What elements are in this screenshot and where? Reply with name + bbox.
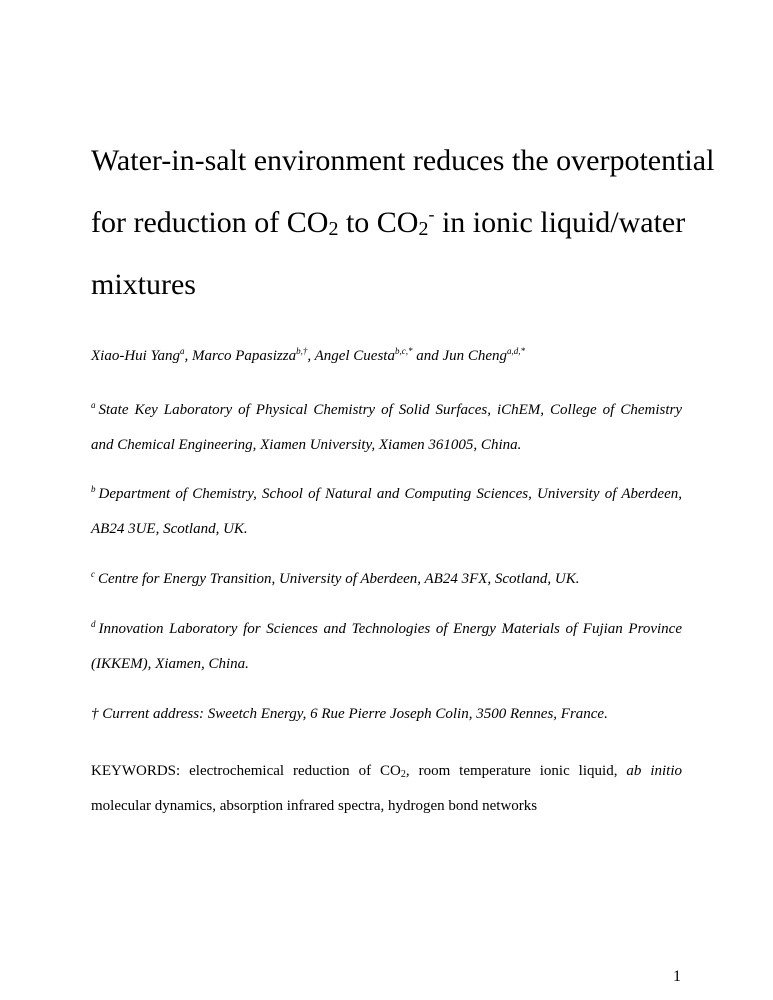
paper-title	[91, 130, 715, 316]
author-name: Marco Papasizza	[192, 348, 297, 364]
current-address-note: † Current address: Sweetch Energy, 6 Rue Pierre Joseph Colin, 3500 Rennes, France.	[91, 706, 608, 722]
affiliation-d: $^d$ Innovation Laboratory for Sciences and Technologies of Energy Materials of Fujian Province (IKKEM), Xiamen, China.	[91, 619, 682, 672]
author-affiliation-marker: a	[180, 346, 185, 356]
keywords-label: KEYWORDS:	[91, 763, 181, 779]
title-line-2: for reduction of $CO_2$ to $CO_2^-$ in ionic liquid/water	[91, 204, 686, 240]
affiliation-b: $^b$ Department of Chemistry, School of Natural and Computing Sciences, University of Aberdeen, AB24 3UE, Scotland, UK.	[91, 484, 682, 537]
title-line-1: Water-in-salt environment reduces the overpotential	[91, 144, 715, 177]
affiliation-a: $^a$ State Key Laboratory of Physical Chemistry of Solid Surfaces, iChEM, College of Chemistry and Chemical Engineering, Xiamen University, Xiamen 361005, China.	[91, 400, 682, 453]
author-name: Jun Cheng	[442, 348, 508, 364]
page-number: 1	[673, 968, 681, 985]
author-name: Xiao-Hui Yang	[91, 348, 181, 364]
keywords: KEYWORDS: electrochemical reduction of $CO_2$, room temperature ionic liquid, ab initio molecular dynamics, absorption infrared spectra, hydrogen bond networks	[91, 763, 683, 814]
author-affiliation-marker: b,c,*	[394, 346, 413, 356]
author-name: Angel Cuesta	[314, 348, 395, 364]
author-list: Xiao-Hui Yang$^a$, Marco Papasizza$^{b,\dagger}$, Angel Cuesta$^{b,c,*}$ and Jun Cheng$^{a,d,*}$	[91, 346, 526, 364]
author-affiliation-marker: b,†	[296, 346, 308, 356]
title-line-3: mixtures	[91, 268, 196, 301]
affiliation-c: $^c$ Centre for Energy Transition, University of Aberdeen, AB24 3FX, Scotland, UK.	[91, 569, 580, 587]
author-affiliation-marker: a,d,*	[507, 346, 526, 356]
